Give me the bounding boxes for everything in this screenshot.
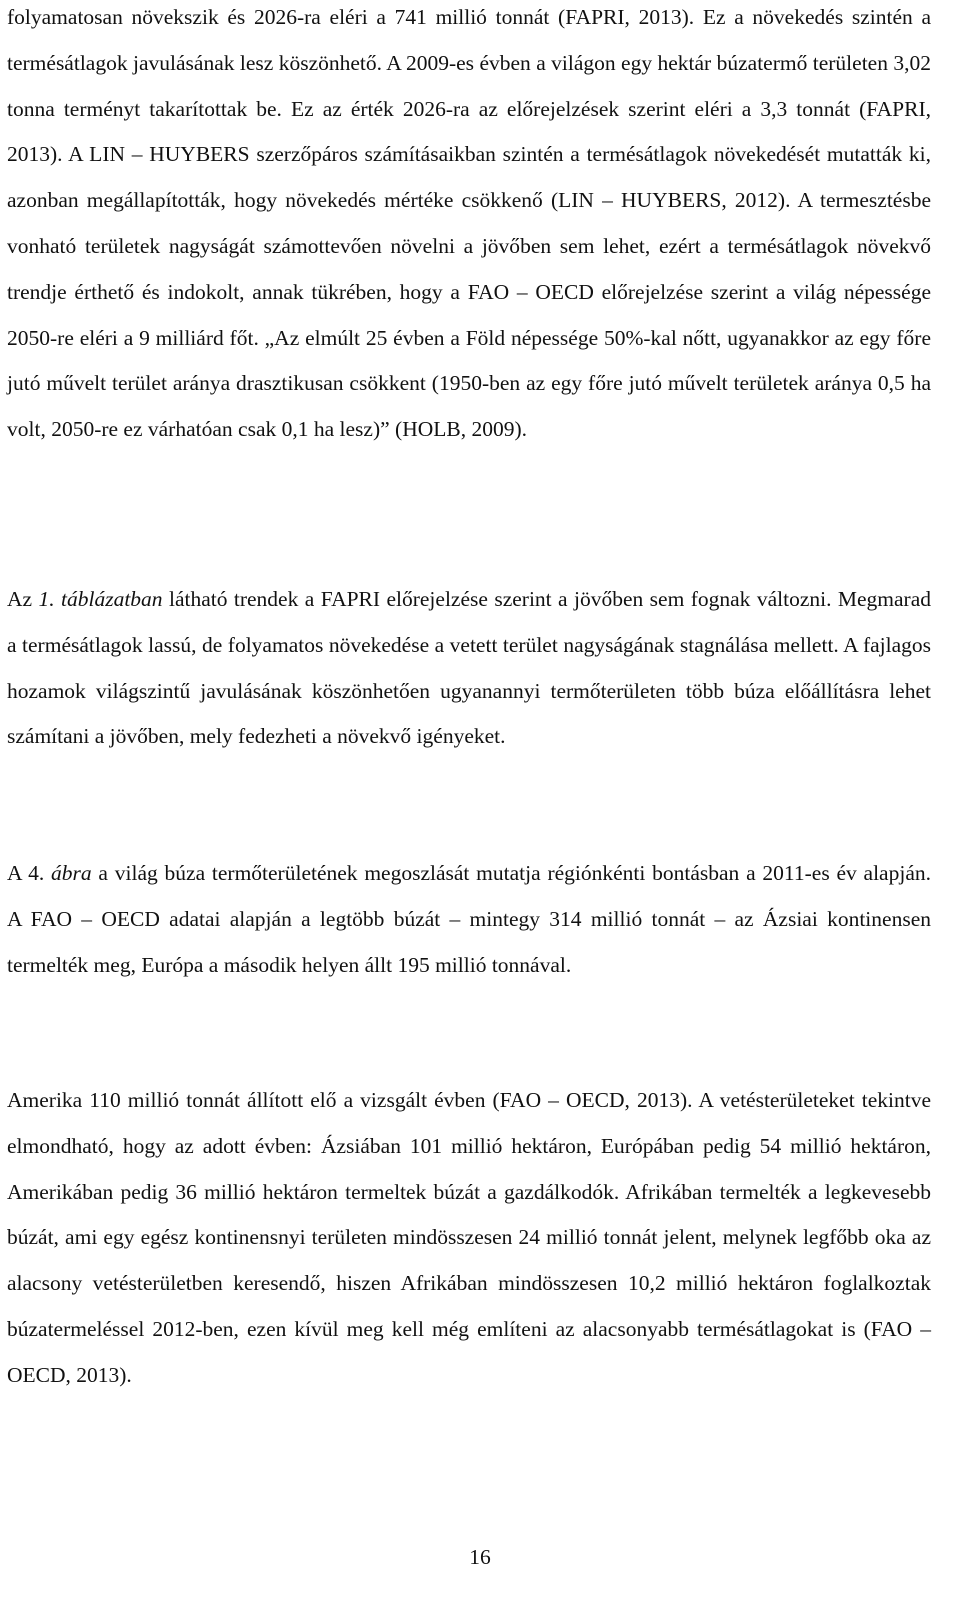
paragraph-3-lead: A 4. bbox=[7, 861, 52, 885]
table-reference: 1. táblázatban bbox=[38, 587, 163, 611]
figure-reference: ábra bbox=[51, 861, 92, 885]
paragraph-3-body: a világ búza termőterületének megoszlását mutatja régiónkénti bontásban a 2011-es év alapján. A FAO – OECD adatai alapján a legtöbb búzát – mintegy 314 millió tonnát – az Ázsiai kontinensen termelték meg, Európa a második helyen állt 195 millió tonnával. bbox=[7, 861, 931, 977]
paragraph-2-body: látható trendek a FAPRI előrejelzése szerint a jövőben sem fognak változni. Megmarad a termésátlagok lassú, de folyamatos növekedése a vetett terület nagyságának stagnálása mellett. A fajlagos hozamok világszintű javulásának köszönhetően ugyanannyi termőterületen több búza előállításra lehet számítani a jövőben, mely fedezheti a növekvő igényeket. bbox=[7, 587, 931, 749]
paragraph-3 bbox=[7, 851, 931, 988]
page-number: 16 bbox=[469, 1545, 491, 1569]
paragraph-2-lead: Az bbox=[7, 587, 39, 611]
paragraph-2 bbox=[7, 577, 931, 760]
paragraph-4: Amerika 110 millió tonnát állított elő a vizsgált évben (FAO – OECD, 2013). A vetésterületeket tekintve elmondható, hogy az adott évben: Ázsiában 101 millió hektáron, Európában pedig 54 millió hektáron, Amerikában pedig 36 millió hektáron termeltek búzát a gazdálkodók. Afrikában termelték a legkevesebb búzát, ami egy egész kontinensnyi területen mindösszesen 24 millió tonnát jelent, melynek legfőbb oka az alacsony vetésterületben keresendő, hiszen Afrikában mindösszesen 10,2 millió hektáron foglalkoztak búzatermeléssel 2012-ben, ezen kívül meg kell még említeni az alacsonyabb termésátlagokat is (FAO – OECD, 2013). bbox=[7, 1088, 931, 1387]
paragraph-1: folyamatosan növekszik és 2026-ra eléri a 741 millió tonnát (FAPRI, 2013). Ez a növekedés szintén a termésátlagok javulásának lesz köszönhető. A 2009-es évben a világon egy hektár búzatermő területen 3,02 tonna terményt takarítottak be. Ez az érték 2026-ra az előrejelzések szerint eléri a 3,3 tonnát (FAPRI, 2013). A LIN – HUYBERS szerzőpáros számításaikban szintén a termésátlagok növekedését mutatták ki, azonban megállapították, hogy növekedés mértéke csökkenő (LIN – HUYBERS, 2012). A termesztésbe vonható területek nagyságát számottevően növelni a jövőben sem lehet, ezért a termésátlagok növekvő trendje érthető és indokolt, annak tükrében, hogy a FAO – OECD előrejelzése szerint a világ népessége 2050-re eléri a 9 milliárd főt. „Az elmúlt 25 évben a Föld népessége 50%-kal nőtt, ugyanakkor az egy főre jutó művelt terület aránya drasztikusan csökkent (1950-ben az egy főre jutó művelt területek aránya 0,5 ha volt, 2050-re ez várhatóan csak 0,1 ha lesz)” (HOLB, 2009). bbox=[7, 5, 931, 442]
